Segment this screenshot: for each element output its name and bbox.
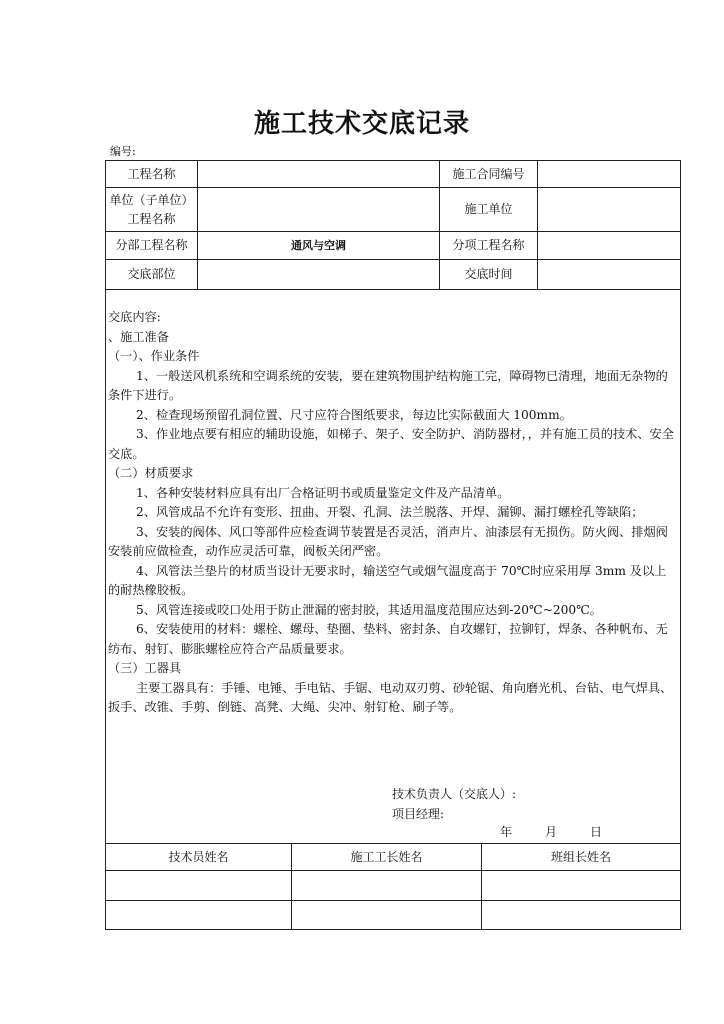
content-item: 5、风管连接或咬口处用于防止泄漏的密封胶，其适用温度范围应达到-20℃~200℃。 [136,602,602,617]
construction-unit-field[interactable] [538,188,680,231]
subsection-title: （二）材质要求 [108,466,194,480]
division-field[interactable]: 通风与空调 [291,239,346,252]
disclosure-content [108,308,674,718]
team-leader-signature-cell[interactable] [482,871,680,900]
unit-label-line2: 工程名称 [127,211,176,226]
content-item: 1、各种安装材料应具有出厂合格证明书或质量鉴定文件及产品清单。 [136,485,510,500]
location-field[interactable] [198,260,439,289]
content-item: 主要工器具有：手锤、电锤、手电钻、手锯、电动双刃剪、砂轮锯、角向磨光机、台钻、电气焊具、扳手、改锥、手剪、倒链、高凳、大绳、尖冲、射钉枪、刷子等。 [108,680,673,714]
technician-signature-cell[interactable] [106,871,291,900]
document-number-label: 编号: [110,145,136,158]
construction-unit-label: 施工单位 [464,202,513,216]
content-item: 3、作业地点要有相应的辅助设施，如梯子、架子、安全防护、消防器材，，并有施工员的技术、安全交底。 [108,427,674,461]
project-name-field[interactable] [198,161,439,187]
content-item: 6、安装使用的材料：螺栓、螺母、垫圈、垫料、密封条、自攻螺钉，拉铆钉，焊条、各种帆布、无纺布、射钉、膨胀螺栓应符合产品质量要求。 [108,622,668,656]
content-heading: 交底内容: [108,310,161,324]
foreman-name-header: 施工工长姓名 [350,849,423,864]
content-item: 1、一般送风机系统和空调系统的安装，要在建筑物围护结构施工完，障碍物已清理，地面无杂物的条件下进行。 [108,368,668,402]
contract-no-label: 施工合同编号 [452,166,525,181]
foreman-signature-cell[interactable] [292,871,481,900]
location-label: 交底部位 [127,267,176,281]
grid-line [106,289,680,290]
subitem-field[interactable] [538,232,680,259]
contract-no-field[interactable] [538,161,680,187]
content-item: 3、安装的阀体、风口等部件应检查调节装置是否灵活，消声片、油漆层有无损伤。防火阀、排烟阀安装前应做检查，动作应灵活可靠，阀板关闭严密。 [108,524,668,558]
technician-signature-cell[interactable] [106,901,291,929]
technician-name-header: 技术员姓名 [168,849,229,864]
tech-lead-signature-label: 技术负责人（交底人）: [392,787,517,801]
section-title: 、施工准备 [108,329,169,344]
division-label: 分部工程名称 [115,238,188,252]
subsection-title: （三）工器具 [108,661,182,675]
foreman-signature-cell[interactable] [292,901,481,929]
date-month-label: 月 [545,825,558,839]
project-manager-label: 项目经理: [392,807,445,821]
team-leader-name-header: 班组长姓名 [550,849,611,864]
team-leader-signature-cell[interactable] [482,901,680,929]
time-field[interactable] [538,260,680,289]
unit-label-line1: 单位（子单位） [109,192,194,207]
unit-field[interactable] [198,188,439,231]
unit-label [106,188,197,231]
document-title: 施工技术交底记录 [253,109,470,139]
project-name-label: 工程名称 [127,166,176,181]
subsection-title: （一）、作业条件 [108,349,200,363]
content-item: 2、风管成品不允许有变形、扭曲、开裂、孔洞、法兰脱落、开焊、漏铆、漏打螺栓孔等缺陷； [136,505,644,519]
date-year-label: 年 [500,825,513,839]
subitem-label: 分项工程名称 [452,238,525,252]
content-item: 2、检查现场预留孔洞位置、尺寸应符合图纸要求，每边比实际截面大 100mm。 [136,407,572,422]
date-day-label: 日 [590,825,603,839]
content-item: 4、风管法兰垫片的材质当设计无要求时，输送空气或烟气温度高于 70℃时应采用厚 3mm 及以上的耐热橡胶板。 [108,563,667,597]
time-label: 交底时间 [464,267,513,281]
